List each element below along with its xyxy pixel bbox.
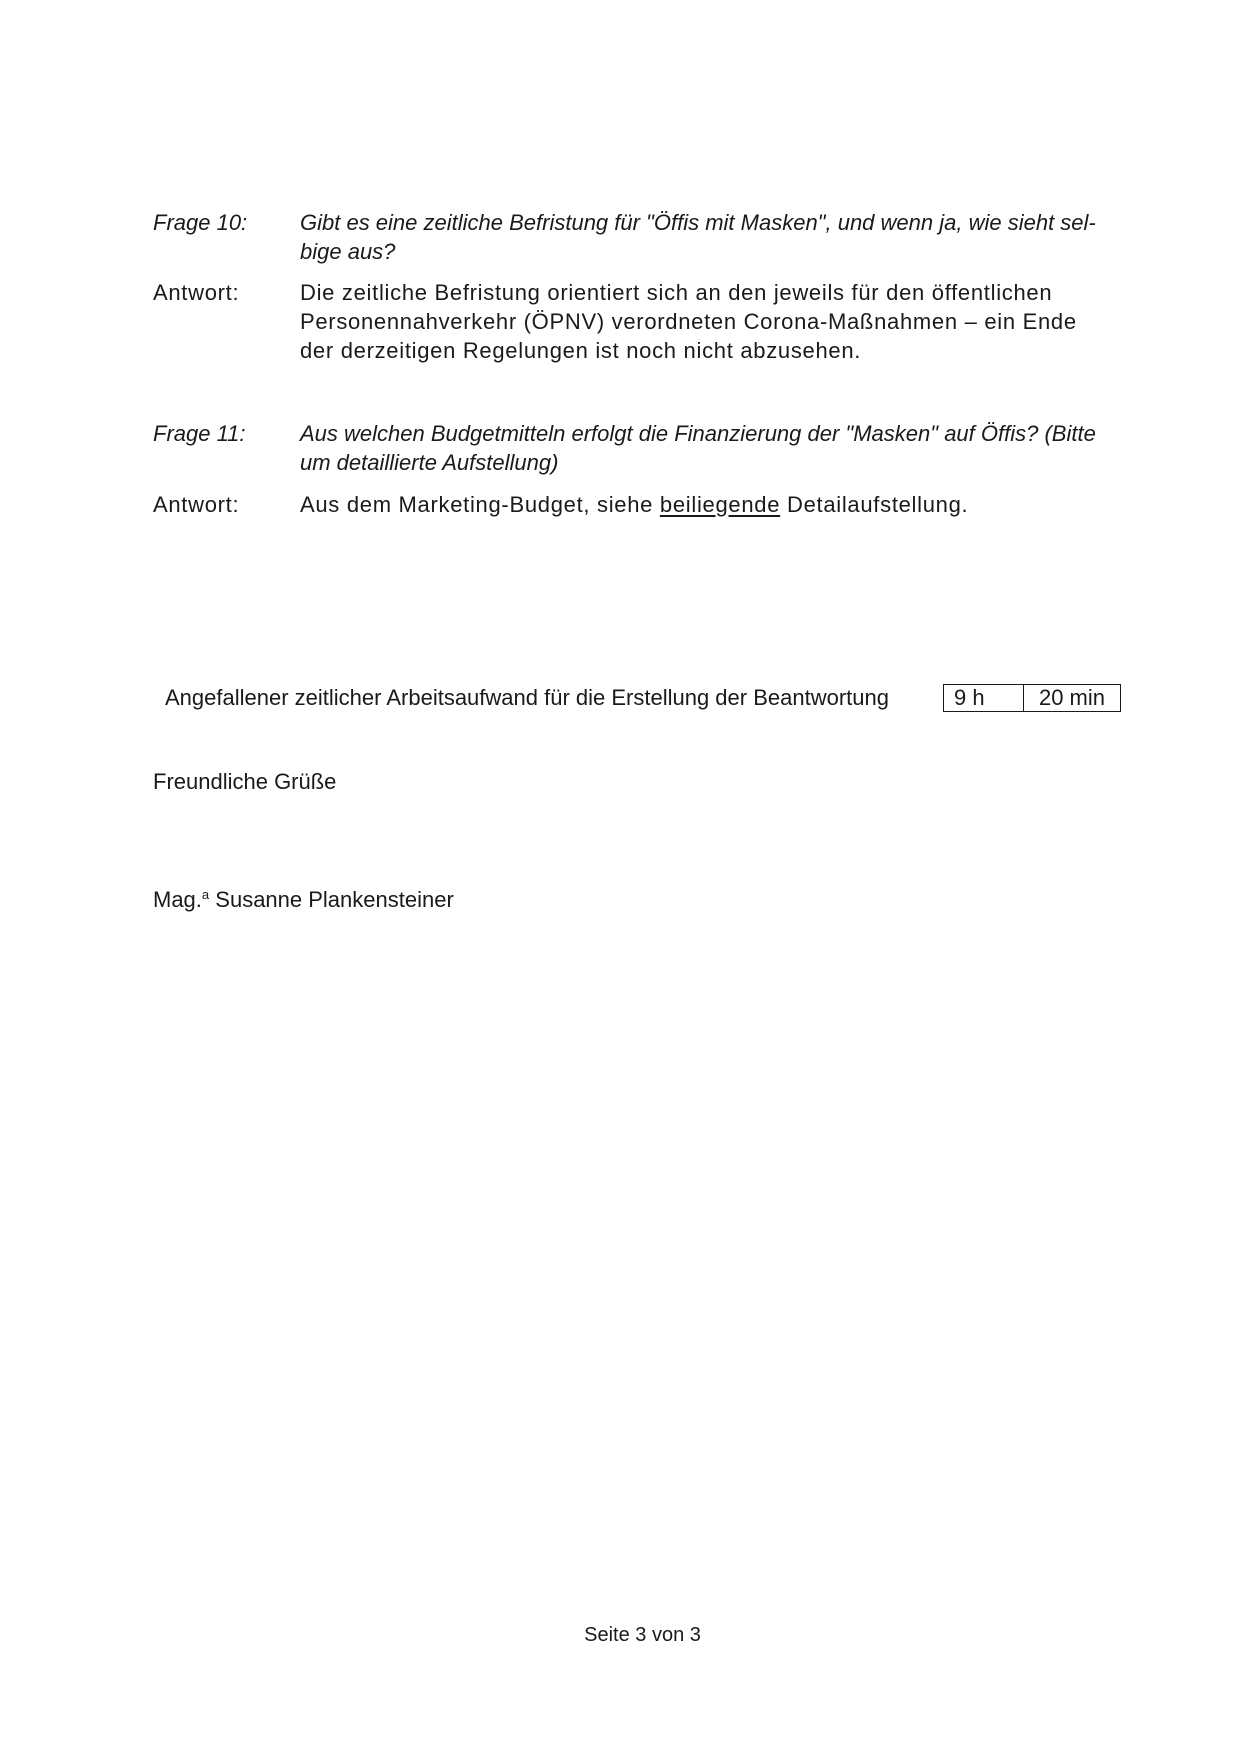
attachment-reference: beiliegende bbox=[659, 492, 781, 517]
question-10 bbox=[153, 208, 1133, 266]
page-number: Seite 3 von 3 bbox=[584, 1624, 701, 1646]
question-11-label: Frage 11: bbox=[153, 421, 246, 446]
signature-person: Susanne Plankensteiner bbox=[215, 887, 454, 912]
answer-10 bbox=[153, 278, 1133, 365]
answer-11-label: Antwort: bbox=[153, 492, 240, 517]
answer-10-line: Die zeitliche Befristung orientiert sich an den jeweils für den öffentlichen bbox=[300, 280, 1053, 305]
answer-10-line: der derzeitigen Regelungen ist noch nicht abzusehen. bbox=[300, 338, 862, 363]
closing-greeting: Freundliche Grüße bbox=[153, 769, 337, 794]
signature-title: Mag. bbox=[153, 887, 202, 912]
question-11 bbox=[153, 419, 1133, 477]
answer-11 bbox=[153, 490, 1133, 519]
question-10-label: Frage 10: bbox=[153, 210, 248, 235]
work-effort-hours: 9 h bbox=[944, 685, 1024, 711]
answer-11-text-end: Detailaufstellung. bbox=[780, 492, 969, 517]
page-footer bbox=[0, 1622, 1241, 1648]
answer-10-label: Antwort: bbox=[153, 280, 240, 305]
question-11-line: um detaillierte Aufstellung) bbox=[300, 450, 559, 475]
work-effort-table bbox=[943, 684, 1121, 712]
question-11-line: Aus welchen Budgetmitteln erfolgt die Finanzierung der "Masken" auf Öffis? (Bitte bbox=[300, 421, 1096, 446]
question-11-text bbox=[300, 419, 1133, 477]
answer-10-text bbox=[300, 278, 1133, 365]
answer-10-line: Personennahverkehr (ÖPNV) verordneten Corona-Maßnahmen – ein Ende bbox=[300, 309, 1077, 334]
signature-title-suffix: a bbox=[201, 887, 210, 902]
work-effort-label: Angefallener zeitlicher Arbeitsaufwand für die Erstellung der Beantwortung bbox=[165, 685, 889, 710]
answer-11-text-start: Aus dem Marketing-Budget, siehe bbox=[300, 492, 660, 517]
work-effort-minutes: 20 min bbox=[1038, 685, 1106, 710]
question-10-line: bige aus? bbox=[300, 239, 396, 264]
signature-name bbox=[153, 881, 454, 914]
answer-11-text bbox=[300, 490, 1133, 519]
work-effort-row bbox=[165, 684, 1125, 712]
question-10-text bbox=[300, 208, 1133, 266]
question-10-line: Gibt es eine zeitliche Befristung für "Öffis mit Masken", und wenn ja, wie sieht sel- bbox=[300, 210, 1096, 235]
